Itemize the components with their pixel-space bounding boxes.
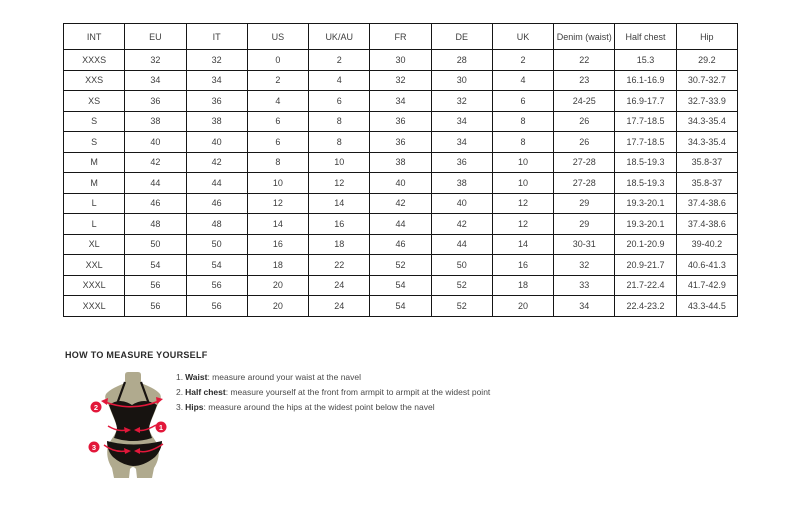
size-row <box>64 255 738 276</box>
size-cell: 20 <box>247 275 308 296</box>
size-cell: 17.7-18.5 <box>615 132 676 153</box>
column-header: FR <box>370 24 431 50</box>
size-cell: 17.7-18.5 <box>615 111 676 132</box>
step-num: 2. <box>176 387 184 397</box>
size-cell: 36 <box>186 91 247 112</box>
size-cell: 48 <box>186 214 247 235</box>
size-cell: 38 <box>431 173 492 194</box>
size-cell: 30-31 <box>554 234 615 255</box>
size-cell: XL <box>64 234 125 255</box>
chest-arrowhead-right <box>156 397 163 404</box>
size-cell: 32 <box>186 50 247 71</box>
size-cell: 35.8-37 <box>676 152 737 173</box>
size-cell: 38 <box>186 111 247 132</box>
size-cell: 50 <box>125 234 186 255</box>
size-cell: 29.2 <box>676 50 737 71</box>
size-cell: 0 <box>247 50 308 71</box>
size-cell: 2 <box>309 50 370 71</box>
size-cell: 42 <box>370 193 431 214</box>
size-cell: 12 <box>492 214 553 235</box>
size-cell: 46 <box>370 234 431 255</box>
size-row <box>64 234 738 255</box>
size-cell: 37.4-38.6 <box>676 193 737 214</box>
size-cell: 18 <box>309 234 370 255</box>
size-cell: S <box>64 111 125 132</box>
size-cell: S <box>64 132 125 153</box>
size-cell: 22.4-23.2 <box>615 296 676 317</box>
size-cell: 32.7-33.9 <box>676 91 737 112</box>
size-cell: XXS <box>64 70 125 91</box>
size-cell: 8 <box>492 111 553 132</box>
size-cell: 34 <box>431 111 492 132</box>
size-cell: M <box>64 173 125 194</box>
size-cell: 6 <box>247 132 308 153</box>
size-row <box>64 111 738 132</box>
step-text: : measure around your waist at the navel <box>207 372 362 382</box>
size-cell: 32 <box>554 255 615 276</box>
column-header: EU <box>125 24 186 50</box>
size-cell: 54 <box>125 255 186 276</box>
size-cell: 22 <box>554 50 615 71</box>
column-header: DE <box>431 24 492 50</box>
measure-steps <box>176 370 490 415</box>
size-cell: 34.3-35.4 <box>676 132 737 153</box>
size-cell: 10 <box>492 152 553 173</box>
size-cell: 24 <box>309 296 370 317</box>
size-cell: M <box>64 152 125 173</box>
size-cell: 34 <box>370 91 431 112</box>
size-row <box>64 70 738 91</box>
size-cell: 42 <box>125 152 186 173</box>
size-cell: 36 <box>370 132 431 153</box>
step-text: : measure around the hips at the widest point below the navel <box>203 402 435 412</box>
step-num: 1. <box>176 372 184 382</box>
size-cell: 32 <box>125 50 186 71</box>
size-cell: 16 <box>247 234 308 255</box>
size-cell: 10 <box>309 152 370 173</box>
badge-waist <box>156 422 167 433</box>
size-cell: 18 <box>492 275 553 296</box>
size-row <box>64 50 738 71</box>
size-cell: 44 <box>370 214 431 235</box>
column-header: US <box>247 24 308 50</box>
size-cell: 46 <box>186 193 247 214</box>
badge-hips <box>89 442 100 453</box>
size-cell: 38 <box>370 152 431 173</box>
size-cell: 38 <box>125 111 186 132</box>
step-term: Hips <box>185 402 204 412</box>
size-cell: 35.8-37 <box>676 173 737 194</box>
size-cell: 54 <box>370 296 431 317</box>
size-cell: 36 <box>370 111 431 132</box>
size-cell: 26 <box>554 132 615 153</box>
size-cell: 56 <box>186 296 247 317</box>
size-cell: 50 <box>186 234 247 255</box>
size-chart-head <box>64 24 738 50</box>
size-cell: 22 <box>309 255 370 276</box>
size-cell: 52 <box>431 275 492 296</box>
size-cell: XXXL <box>64 296 125 317</box>
size-cell: 30.7-32.7 <box>676 70 737 91</box>
size-cell: 42 <box>431 214 492 235</box>
size-cell: 24-25 <box>554 91 615 112</box>
size-cell: 16 <box>492 255 553 276</box>
size-row <box>64 193 738 214</box>
size-cell: 14 <box>492 234 553 255</box>
size-cell: 44 <box>431 234 492 255</box>
size-cell: 30 <box>370 50 431 71</box>
size-cell: 36 <box>431 152 492 173</box>
size-cell: 43.3-44.5 <box>676 296 737 317</box>
size-cell: 36 <box>125 91 186 112</box>
size-cell: 34 <box>125 70 186 91</box>
size-row <box>64 296 738 317</box>
size-cell: 42 <box>186 152 247 173</box>
size-cell: XXXL <box>64 275 125 296</box>
size-cell: 14 <box>309 193 370 214</box>
size-cell: 54 <box>186 255 247 276</box>
size-cell: 14 <box>247 214 308 235</box>
size-cell: 8 <box>309 111 370 132</box>
size-cell: 28 <box>431 50 492 71</box>
size-cell: 48 <box>125 214 186 235</box>
size-cell: 12 <box>309 173 370 194</box>
size-cell: 19.3-20.1 <box>615 193 676 214</box>
size-row <box>64 132 738 153</box>
size-chart-body <box>64 50 738 317</box>
chest-arrowhead-left <box>101 398 108 405</box>
size-cell: 50 <box>431 255 492 276</box>
column-header: Hip <box>676 24 737 50</box>
size-cell: XXXS <box>64 50 125 71</box>
size-cell: 52 <box>431 296 492 317</box>
size-cell: 21.7-22.4 <box>615 275 676 296</box>
size-cell: 6 <box>247 111 308 132</box>
size-cell: 32 <box>431 91 492 112</box>
measure-step <box>176 400 490 415</box>
size-cell: XS <box>64 91 125 112</box>
size-cell: 34 <box>186 70 247 91</box>
size-cell: 8 <box>247 152 308 173</box>
column-header: INT <box>64 24 125 50</box>
badge-half-chest <box>91 402 102 413</box>
column-header: Denim (waist) <box>554 24 615 50</box>
size-cell: 10 <box>492 173 553 194</box>
size-cell: 2 <box>247 70 308 91</box>
step-term: Waist <box>185 372 208 382</box>
size-chart-table <box>63 23 738 317</box>
size-cell: L <box>64 214 125 235</box>
size-cell: 54 <box>370 275 431 296</box>
size-cell: 16 <box>309 214 370 235</box>
column-header: UK <box>492 24 553 50</box>
size-cell: 4 <box>309 70 370 91</box>
size-cell: 46 <box>125 193 186 214</box>
size-cell: 20 <box>247 296 308 317</box>
size-cell: 27-28 <box>554 152 615 173</box>
size-cell: 34 <box>431 132 492 153</box>
size-cell: 19.3-20.1 <box>615 214 676 235</box>
step-term: Half chest <box>185 387 226 397</box>
measurement-figure <box>80 370 190 485</box>
size-cell: 44 <box>125 173 186 194</box>
size-cell: 10 <box>247 173 308 194</box>
size-cell: 32 <box>370 70 431 91</box>
badge-waist-number: 1 <box>158 422 164 432</box>
size-cell: 18.5-19.3 <box>615 173 676 194</box>
size-cell: 4 <box>492 70 553 91</box>
size-cell: 16.9-17.7 <box>615 91 676 112</box>
size-cell: 40 <box>125 132 186 153</box>
size-row <box>64 173 738 194</box>
step-text: : measure yourself at the front from armpit to armpit at the widest point <box>225 387 491 397</box>
badge-hips-number: 3 <box>91 442 97 452</box>
size-cell: 18.5-19.3 <box>615 152 676 173</box>
size-row <box>64 275 738 296</box>
size-cell: 20 <box>492 296 553 317</box>
size-cell: 40 <box>431 193 492 214</box>
measure-step <box>176 370 490 385</box>
measure-section-title: HOW TO MEASURE YOURSELF <box>65 350 208 360</box>
size-cell: 41.7-42.9 <box>676 275 737 296</box>
size-cell: L <box>64 193 125 214</box>
size-cell: 40.6-41.3 <box>676 255 737 276</box>
size-cell: 44 <box>186 173 247 194</box>
size-cell: 4 <box>247 91 308 112</box>
size-chart-section <box>63 23 738 317</box>
badge-half-chest-number: 2 <box>93 402 99 412</box>
size-cell: 6 <box>309 91 370 112</box>
size-cell: 39-40.2 <box>676 234 737 255</box>
size-cell: 12 <box>247 193 308 214</box>
measure-step <box>176 385 490 400</box>
size-cell: XXL <box>64 255 125 276</box>
size-row <box>64 214 738 235</box>
size-cell: 15.3 <box>615 50 676 71</box>
size-cell: 20.1-20.9 <box>615 234 676 255</box>
size-cell: 56 <box>186 275 247 296</box>
size-cell: 16.1-16.9 <box>615 70 676 91</box>
size-cell: 12 <box>492 193 553 214</box>
size-cell: 24 <box>309 275 370 296</box>
size-cell: 56 <box>125 296 186 317</box>
size-cell: 18 <box>247 255 308 276</box>
size-row <box>64 152 738 173</box>
size-cell: 40 <box>186 132 247 153</box>
size-cell: 26 <box>554 111 615 132</box>
size-cell: 30 <box>431 70 492 91</box>
size-chart-header-row <box>64 24 738 50</box>
size-cell: 8 <box>309 132 370 153</box>
size-row <box>64 91 738 112</box>
column-header: IT <box>186 24 247 50</box>
size-cell: 34 <box>554 296 615 317</box>
size-cell: 56 <box>125 275 186 296</box>
size-cell: 20.9-21.7 <box>615 255 676 276</box>
column-header: UK/AU <box>309 24 370 50</box>
step-num: 3. <box>176 402 184 412</box>
size-cell: 6 <box>492 91 553 112</box>
size-cell: 40 <box>370 173 431 194</box>
mannequin-illustration <box>80 370 190 485</box>
size-cell: 34.3-35.4 <box>676 111 737 132</box>
size-cell: 33 <box>554 275 615 296</box>
size-cell: 2 <box>492 50 553 71</box>
size-cell: 27-28 <box>554 173 615 194</box>
size-cell: 8 <box>492 132 553 153</box>
size-cell: 37.4-38.6 <box>676 214 737 235</box>
size-cell: 29 <box>554 193 615 214</box>
size-cell: 29 <box>554 214 615 235</box>
size-cell: 52 <box>370 255 431 276</box>
size-cell: 23 <box>554 70 615 91</box>
column-header: Half chest <box>615 24 676 50</box>
